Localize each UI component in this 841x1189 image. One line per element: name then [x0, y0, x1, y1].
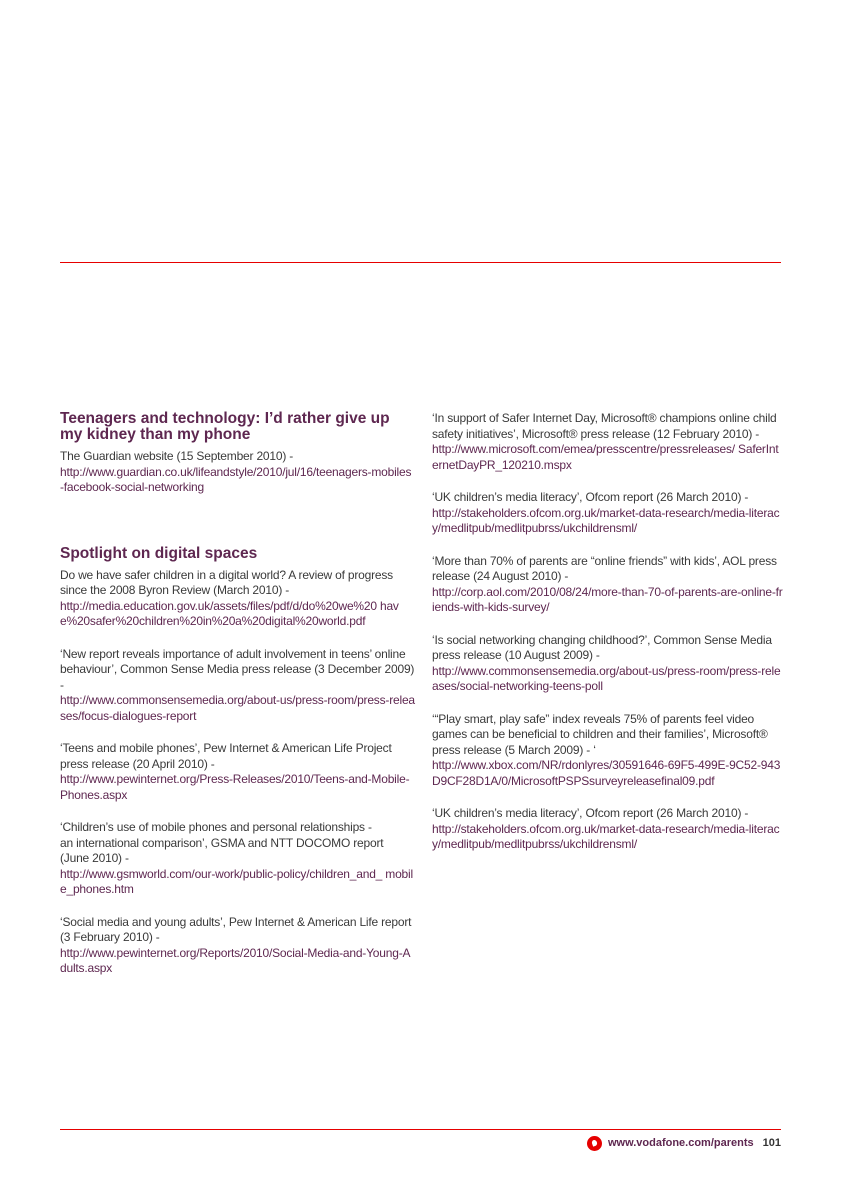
reference-link[interactable]: http://www.pewinternet.org/Reports/2010/Social-Media-and-Young-Adults.aspx	[60, 945, 411, 975]
bottom-divider	[60, 1129, 781, 1130]
reference-item	[60, 568, 415, 630]
reference-link[interactable]: http://media.education.gov.uk/assets/files/pdf/d/do%20we%20 have%20safer%20children%20in%20a%20digital%20world.pdf	[60, 598, 399, 628]
top-divider	[60, 262, 781, 263]
reference-title: ‘More than 70% of parents are “online friends” with kids’, AOL press release (24 August 2010) -	[432, 553, 777, 583]
reference-item	[432, 554, 784, 616]
reference-link[interactable]: http://www.gsmworld.com/our-work/public-policy/children_and_ mobile_phones.htm	[60, 866, 413, 896]
reference-link[interactable]: http://www.commonsensemedia.org/about-us/press-room/press-releases/social-networking-teens-poll	[432, 663, 781, 693]
reference-item	[432, 633, 784, 695]
reference-item	[60, 741, 415, 803]
reference-title: Do we have safer children in a digital world? A review of progress since the 2008 Byron Review (March 2010) -	[60, 567, 393, 597]
page-footer	[587, 1131, 781, 1155]
reference-title: ‘UK children’s media literacy’, Ofcom report (26 March 2010) -	[432, 806, 749, 820]
page-number: 101	[762, 1137, 781, 1149]
section-heading-spotlight: Spotlight on digital spaces	[60, 544, 258, 562]
reference-title: ‘“Play smart, play safe” index reveals 75% of parents feel video games can be beneficial to children and their families’, Microsoft® press release (5 March 2009) - ‘	[432, 711, 768, 757]
reference-link[interactable]: http://www.guardian.co.uk/lifeandstyle/2010/jul/16/teenagers-mobiles-facebook-social-networking	[60, 464, 412, 494]
section-spacer	[60, 513, 415, 546]
reference-link[interactable]: http://www.microsoft.com/emea/presscentre/pressreleases/ SaferInternetDayPR_120210.mspx	[432, 442, 779, 472]
reference-item	[60, 820, 415, 898]
right-column	[432, 411, 784, 870]
reference-title: ‘UK children’s media literacy’, Ofcom report (26 March 2010) -	[432, 490, 749, 504]
reference-title: ‘In support of Safer Internet Day, Microsoft® champions online child safety initiatives’, Microsoft® press release (12 February 2010) -	[432, 411, 777, 441]
reference-title: ‘Social media and young adults’, Pew Internet & American Life report (3 February 2010) -	[60, 914, 412, 944]
reference-title: ‘Children’s use of mobile phones and personal relationships - an international comparison’, GSMA and NTT DOCOMO report (June 2010) -	[60, 820, 384, 865]
reference-link[interactable]: http://corp.aol.com/2010/08/24/more-than-70-of-parents-are-online-friends-with-kids-survey/	[432, 584, 783, 614]
reference-item	[432, 806, 784, 853]
reference-item	[432, 411, 784, 473]
reference-item	[60, 449, 415, 496]
reference-link[interactable]: http://www.xbox.com/NR/rdonlyres/30591646-69F5-499E-9C52-943D9CF28D1A/0/MicrosoftPSPSsurveyreleasefinal09.pdf	[432, 758, 781, 788]
reference-title: The Guardian website (15 September 2010) -	[60, 449, 294, 463]
reference-item	[432, 712, 784, 790]
reference-link[interactable]: http://stakeholders.ofcom.org.uk/market-data-research/media-literacy/medlitpub/medlitpubrss/ukchildrensml/	[432, 505, 780, 535]
reference-title: ‘Teens and mobile phones’, Pew Internet & American Life Project press release (20 April 2010) -	[60, 741, 392, 771]
footer-website-link[interactable]: www.vodafone.com/parents	[607, 1137, 754, 1149]
vodafone-logo-icon	[587, 1136, 602, 1151]
section-heading-teenagers: Teenagers and technology: I’d rather give up my kidney than my phone	[60, 410, 390, 443]
reference-item	[60, 647, 415, 725]
reference-link[interactable]: http://www.commonsensemedia.org/about-us/press-room/press-releases/focus-dialogues-report	[60, 693, 415, 723]
reference-title: ‘New report reveals importance of adult involvement in teens’ online behaviour’, Common Sense Media press release (3 December 2009) -	[60, 646, 415, 692]
reference-link[interactable]: http://www.pewinternet.org/Press-Releases/2010/Teens-and-Mobile-Phones.aspx	[60, 772, 410, 802]
left-column	[60, 411, 415, 994]
reference-link[interactable]: http://stakeholders.ofcom.org.uk/market-data-research/media-literacy/medlitpub/medlitpubrss/ukchildrensml/	[432, 821, 780, 851]
reference-item	[432, 490, 784, 537]
reference-item	[60, 915, 415, 977]
reference-title: ‘Is social networking changing childhood?’, Common Sense Media press release (10 August 2009) -	[432, 632, 772, 662]
